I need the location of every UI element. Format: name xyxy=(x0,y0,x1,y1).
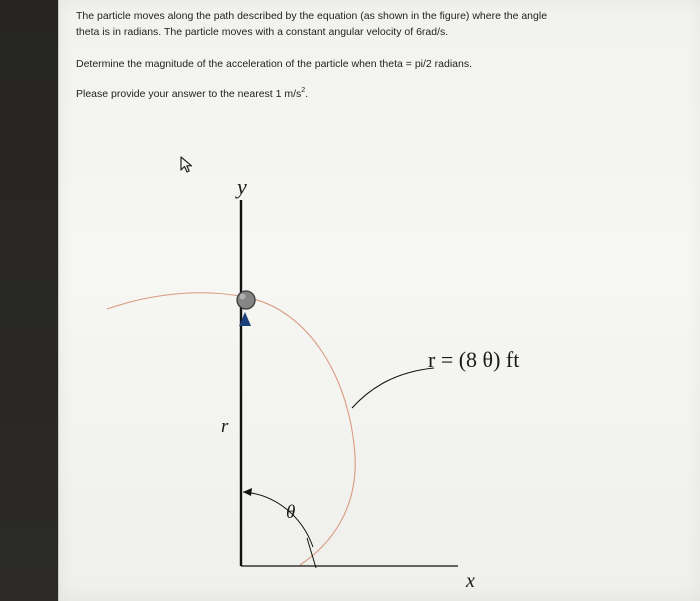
spiral-path xyxy=(107,293,355,565)
problem-question: Determine the magnitude of the acceleration of the particle when theta = pi/2 radians. xyxy=(76,58,473,70)
equation-label: r = (8 θ) ft xyxy=(428,347,520,372)
r-label: r xyxy=(221,416,229,437)
answer-instructions-end: . xyxy=(305,88,309,100)
problem-line-2: theta is in radians. The particle moves with a constant angular velocity of 6rad/s. xyxy=(76,26,449,38)
theta-arc xyxy=(243,492,313,547)
answer-instructions-text: Please provide your answer to the nearest 1 m/s xyxy=(76,88,302,100)
x-axis-label: x xyxy=(466,570,475,592)
theta-label: θ xyxy=(286,502,296,523)
particle-highlight xyxy=(240,294,246,300)
problem-line-1: The particle moves along the path described by the equation (as shown in the figure) where the angle xyxy=(76,10,548,22)
particle xyxy=(237,291,255,309)
theta-arc-arrowhead xyxy=(243,488,252,496)
units-exponent: 2 xyxy=(301,87,306,94)
equation-leader-line xyxy=(352,368,434,408)
y-axis-label: y xyxy=(237,174,247,199)
